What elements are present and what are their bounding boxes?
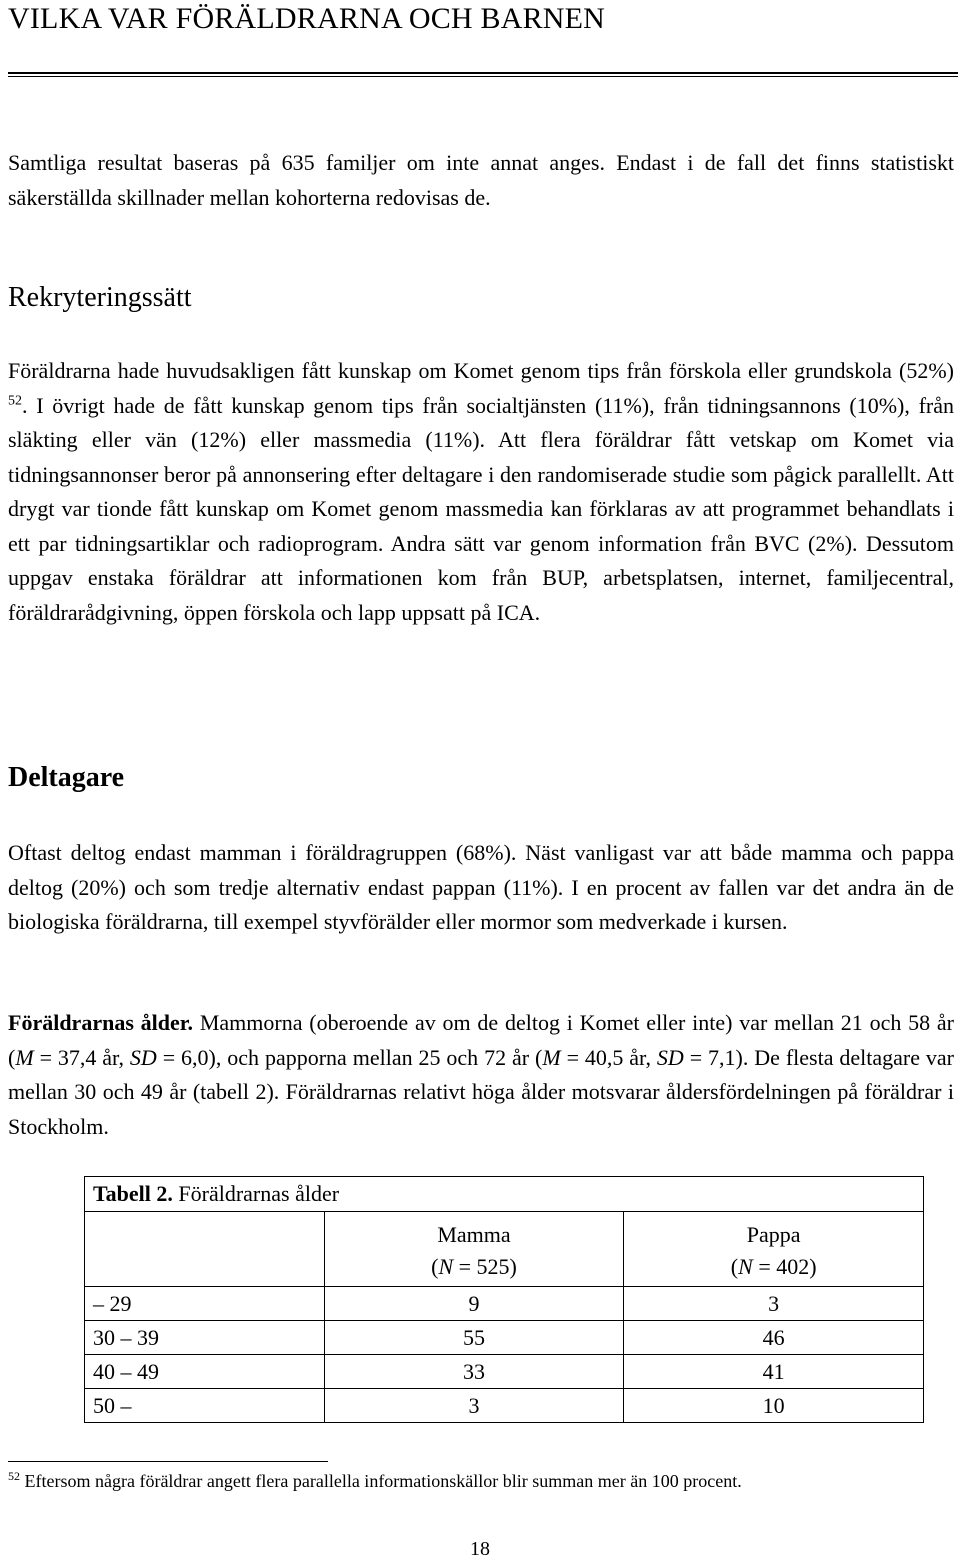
table-header-row (85, 1212, 924, 1287)
age-text-1: Mammorna (oberoende av om de deltog i Komet eller inte) var mellan 21 och 58 år ( (8, 1010, 955, 1070)
recruitment-text-part2: . I övrigt hade de fått kunskap genom tips från socialtjänsten (11%), från tidningsannons (10%), från släkting eller vän (12%) eller massmedia (11%). Att flera föräldrar fått vetskap om Komet via tidningsannonser beror på annonsering efter deltagare i den randomiserade studie som pågick parallellt. Att drygt var tionde fått kunskap om Komet genom massmedia kan förklaras av att programmet behandlats i ett par tidningsartiklar och radioprogram. Andra sätt var genom information från BVC (2%). Dessutom uppgav enstaka föräldrar att informationen kom från BUP, arbetsplatsen, internet, familjecentral, föräldrarådgivning, öppen förskola och lapp uppsatt på ICA. (8, 392, 954, 625)
mamma-value-cell: 9 (324, 1287, 624, 1321)
table-caption (85, 1177, 924, 1212)
age-group-cell: – 29 (85, 1287, 325, 1321)
table-row (85, 1287, 924, 1321)
page-number: 18 (470, 1538, 490, 1560)
participants-paragraph: Oftast deltog endast mamman i föräldragruppen (68%). Näst vanligast var att både mamma och pappa deltog (20%) och som tredje alternativ endast pappan (11%). I en procent av fallen var det andra än de biologiska föräldrarna, till exempel styvförälder eller mormor som medverkade i kursen. (8, 840, 954, 934)
mamma-value-cell: 33 (324, 1355, 624, 1389)
footnote (8, 1471, 742, 1492)
footnote-text: Eftersom några föräldrar angett flera parallella informationskällor blir summan mer än 100 procent. (20, 1471, 742, 1491)
column-n: (N = 402) (730, 1254, 817, 1279)
table-row (85, 1389, 924, 1423)
table-header-empty (85, 1212, 325, 1287)
age-lead: Föräldrarnas ålder. (8, 1010, 194, 1035)
intro-paragraph: Samtliga resultat baseras på 635 familjer om inte annat anges. Endast i de fall det finns statistiskt säkerställda skillnader mellan kohorterna redovisas de. (8, 150, 954, 210)
table-caption-row (85, 1177, 924, 1212)
column-n: (N = 525) (431, 1254, 517, 1279)
column-name: Mamma (437, 1222, 511, 1247)
age-group-cell: 30 – 39 (85, 1321, 325, 1355)
column-name: Pappa (746, 1222, 801, 1247)
age-paragraph (8, 1006, 954, 1144)
age-group-cell: 40 – 49 (85, 1355, 325, 1389)
sd-symbol: SD (656, 1044, 684, 1070)
age-text-5: = 7,1). De flesta deltagare var mellan 30 och 49 år (tabell 2). Föräldrarnas relativt höga ålder motsvarar åldersfördelningen på föräldrar i Stockholm. (8, 1044, 955, 1139)
recruitment-paragraph (8, 354, 954, 630)
age-group-cell: 50 – (85, 1389, 325, 1423)
section-heading-participants: Deltagare (8, 762, 125, 793)
table-header-pappa (624, 1212, 924, 1287)
footnote-reference: 52 (8, 393, 22, 409)
header-rule (8, 72, 958, 77)
table-caption-title: Föräldrarnas ålder (172, 1181, 340, 1206)
mean-symbol: M (15, 1044, 34, 1070)
footnote-number: 52 (8, 1469, 20, 1483)
table-caption-label: Tabell 2. (93, 1181, 173, 1206)
age-table (84, 1176, 924, 1423)
pappa-value-cell: 3 (624, 1287, 924, 1321)
age-text-4: = 40,5 år, (560, 1044, 657, 1070)
mamma-value-cell: 55 (324, 1321, 624, 1355)
pappa-value-cell: 41 (624, 1355, 924, 1389)
sd-symbol: SD (129, 1044, 157, 1070)
age-text-2: = 37,4 år, (33, 1044, 130, 1070)
table-row (85, 1321, 924, 1355)
section-heading-recruitment: Rekryteringssätt (8, 282, 192, 313)
table-header-mamma (324, 1212, 624, 1287)
footnote-separator (8, 1461, 328, 1462)
recruitment-text-part1: Föräldrarna hade huvudsakligen fått kunskap om Komet genom tips från förskola eller grundskola (52%) (8, 358, 954, 383)
age-text-3: = 6,0), och papporna mellan 25 och 72 år ( (156, 1044, 543, 1070)
mean-symbol: M (542, 1044, 561, 1070)
table-row (85, 1355, 924, 1389)
pappa-value-cell: 10 (624, 1389, 924, 1423)
running-header: VILKA VAR FÖRÄLDRARNA OCH BARNEN (8, 2, 606, 35)
mamma-value-cell: 3 (324, 1389, 624, 1423)
pappa-value-cell: 46 (624, 1321, 924, 1355)
